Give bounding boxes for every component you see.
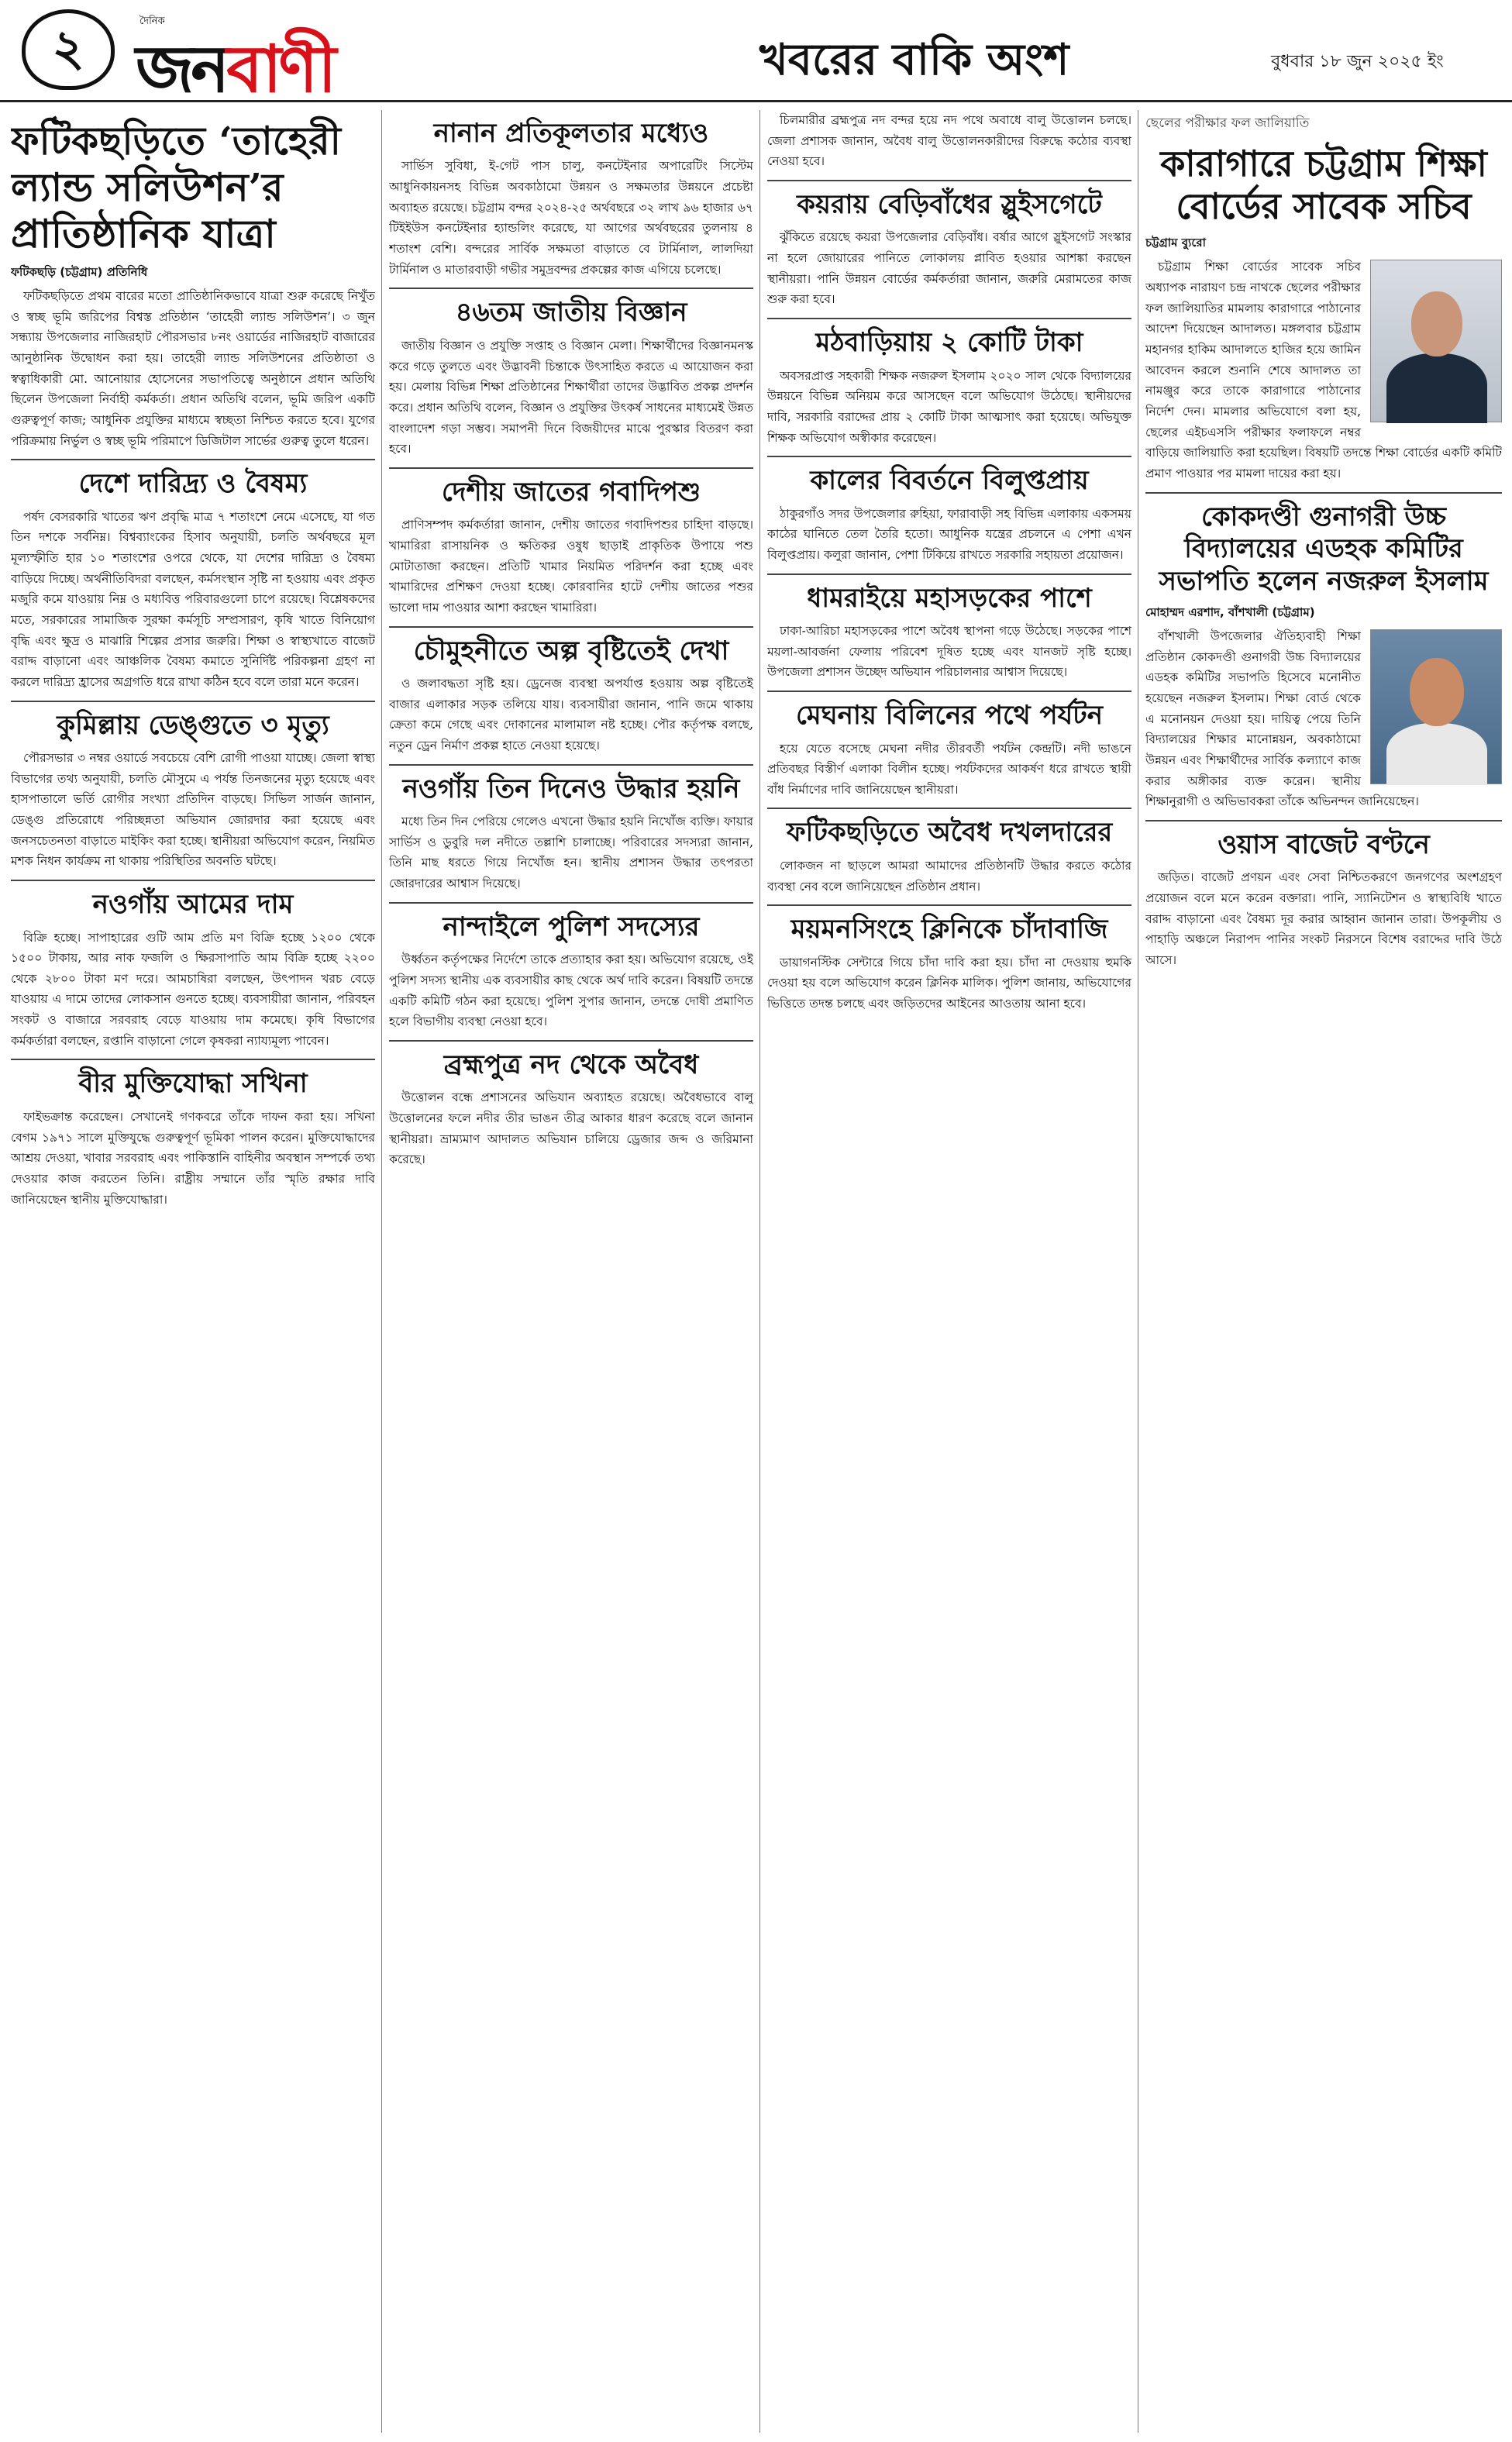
article-body (767, 621, 1131, 683)
divider (767, 904, 1131, 906)
divider (389, 467, 753, 469)
paragraph: জড়িত। বাজেট প্রণয়ন এবং সেবা নিশ্চিতকরণে জনগণের অংশগ্রহণ প্রয়োজন বলে মনে করেন বক্তারা। পানি, স্যানিটেশন ও স্বাস্থ্যবিধি খাতে বরাদ্দ বাড়ানো এবং বৈষম্য দূর করার আহ্বান জানান তারা। উপকূলীয় ও পাহাড়ি অঞ্চলে নিরাপদ পানির সংকট নিরসনে বিশেষ বরাদ্দের দাবি উঠে আসে। (1145, 870, 1502, 967)
headline-mathbaria: মঠবাড়িয়ায় ২ কোটি টাকা (815, 327, 1083, 359)
divider (389, 764, 753, 766)
article-body (767, 227, 1131, 310)
portrait-photo (1370, 629, 1502, 784)
article-body (767, 110, 1131, 172)
headline-dengue: কুমিল্লায় ডেঙ্গুতে ৩ মৃত্যু (57, 709, 329, 741)
publication-date: বুধবার ১৮ জুন ২০২৫ ইং (1271, 52, 1444, 71)
divider (1145, 820, 1502, 821)
article-body (389, 949, 753, 1032)
divider (389, 1040, 753, 1042)
paragraph: লোকজন না ছাড়লে আমরা আমাদের প্রতিষ্ঠানটি উদ্ধার করতে কঠোর ব্যবস্থা নেব বলে জানিয়েছেন প্রতিষ্ঠান প্রধান। (767, 858, 1131, 894)
paragraph: ও জলাবদ্ধতা সৃষ্টি হয়। ড্রেনেজ ব্যবস্থা অপর্যাপ্ত হওয়ায় অল্প বৃষ্টিতেই বাজার এলাকার সড়ক তলিয়ে যায়। ব্যবসায়ীরা জানান, পানি জমে থাকায় ক্রেতা কমে গেছে এবং দোকানের মালামাল নষ্ট হচ্ছে। পৌর কর্তৃপক্ষ বলছে, নতুন ড্রেন নির্মাণ প্রকল্প হাতে নেওয়া হয়েছে। (389, 677, 753, 753)
paragraph: জাতীয় বিজ্ঞান ও প্রযুক্তি সপ্তাহ ও বিজ্ঞান মেলা। শিক্ষার্থীদের বিজ্ঞানমনস্ক করে গড়ে তুলতে এবং উদ্ভাবনী চিন্তাকে উৎসাহিত করতে এ আয়োজন করা হয়। মেলায় বিভিন্ন শিক্ষা প্রতিষ্ঠানের শিক্ষার্থীরা তাদের উদ্ভাবিত প্রকল্প প্রদর্শন করে। প্রধান অতিথি বলেন, বিজ্ঞান ও প্রযুক্তির উৎকর্ষ সাধনের মাধ্যমেই উন্নত বাংলাদেশ গড়া সম্ভব। সমাপনী দিনে বিজয়ীদের মাঝে পুরস্কার বিতরণ করা হবে। (389, 338, 753, 456)
article-body (389, 336, 753, 460)
paragraph: ঢাকা-আরিচা মহাসড়কের পাশে অবৈধ স্থাপনা গড়ে উঠেছে। সড়কের পাশে ময়লা-আবর্জনা ফেলায় পরিবেশ দূষিত হচ্ছে এবং যানজট সৃষ্টি হচ্ছে। উপজেলা প্রশাসন উচ্ছেদ অভিযান পরিচালনার আশ্বাস দিয়েছে। (767, 624, 1131, 680)
headline-education-secretary: কারাগারে চট্টগ্রাম শিক্ষা বোর্ডের সাবেক সচিব (1160, 143, 1487, 228)
article-body (11, 928, 375, 1052)
reporter-line: মোহাম্মদ এরশাদ, বাঁশখালী (চট্টগ্রাম) (1145, 605, 1315, 619)
paragraph: চট্টগ্রাম শিক্ষা বোর্ডের সাবেক সচিব অধ্যাপক নারায়ণ চন্দ্র নাথকে ছেলের পরীক্ষার ফল জালিয়াতির মামলায় কারাগারে পাঠানোর আদেশ দিয়েছেন আদালত। মঙ্গলবার চট্টগ্রাম মহানগর হাকিম আদালতে হাজির হয়ে জামিন আবেদন করলে শুনানি শেষে আদালত তা নামঞ্জুর করে তাকে কারাগারে পাঠানোর নির্দেশ দেন। মামলার অভিযোগে বলা হয়, ছেলের এইচএসসি পরীক্ষার ফলাফলে নম্বর বাড়িয়ে জালিয়াতি করা হয়েছিল। বিষয়টি তদন্তে শিক্ষা বোর্ডের একটি কমিটি প্রমাণ পাওয়ার পর মামলা দায়ের করা হয়। (1145, 260, 1502, 480)
face-shape (1411, 291, 1462, 356)
suit-shape (1386, 353, 1487, 423)
paragraph: পর্ষদ বেসরকারি খাতের ঋণ প্রবৃদ্ধি মাত্র ৭ শতাংশে নেমে এসেছে, যা গত তিন দশকে সর্বনিম্ন। বিশ্বব্যাংকের হিসাব অনুযায়ী, চলতি অর্থবছরে মূল মূল্যস্ফীতি হার ১০ শতাংশের ওপরে থেকে, যা দেশের দারিদ্র্য ও বৈষম্য বাড়িয়ে দিচ্ছে। অর্থনীতিবিদরা বলছেন, কর্মসংস্থান সৃষ্টি না হওয়ায় এবং প্রকৃত মজুরি কমে যাওয়ায় নিম্ন ও মধ্যবিত্ত পরিবারগুলো চাপে রয়েছে। বিশ্লেষকদের মতে, সরকারের সামাজিক সুরক্ষা কর্মসূচি সম্প্রসারণ, কৃষি খাতে বিনিয়োগ বৃদ্ধি এবং ক্ষুদ্র ও মাঝারি শিল্পের প্রসার জরুরি। শিক্ষা ও স্বাস্থ্যখাতে বাজেট বরাদ্দ বাড়ানো এবং আঞ্চলিক বৈষম্য কমাতে সুনির্দিষ্ট পরিকল্পনা গ্রহণ না করলে দারিদ্র্য হ্রাসের অগ্রগতি ধরে রাখা কঠিন হবে বলে তারা মনে করেন। (11, 509, 375, 689)
headline-freedom-fighter: বীর মুক্তিযোদ্ধা সখিনা (78, 1068, 308, 1100)
column-4 (1145, 110, 1502, 2433)
headline-koyra: কয়রায় বেড়িবাঁধের স্লুইসগেটে (797, 188, 1102, 220)
article-body (11, 748, 375, 872)
divider (767, 456, 1131, 457)
article-body (767, 739, 1131, 801)
paragraph: উর্ধ্বতন কর্তৃপক্ষের নির্দেশে তাকে প্রত্যাহার করা হয়। অভিযোগ রয়েছে, ওই পুলিশ সদস্য স্থানীয় এক ব্যবসায়ীর কাছ থেকে অর্থ দাবি করেন। বিষয়টি তদন্তে একটি কমিটি গঠন করা হয়েছে। পুলিশ সুপার জানান, তদন্তে দোষী প্রমাণিত হলে বিভাগীয় ব্যবস্থা নেওয়া হবে। (389, 952, 753, 1029)
divider (767, 691, 1131, 692)
page-number: ২ (22, 9, 115, 90)
article-body (11, 286, 375, 451)
face-shape (1410, 658, 1464, 726)
headline-nandail-police: নান্দাইলে পুলিশ সদস্যের (443, 911, 700, 942)
divider (1145, 492, 1502, 494)
paragraph: ফটিকছড়িতে প্রথম বারের মতো প্রাতিষ্ঠানিকভাবে যাত্রা শুরু করেছে নিখুঁত ও স্বচ্ছ ভূমি জরিপের বিশ্বস্ত প্রতিষ্ঠান ‘তাহেরী ল্যান্ড সলিউশন’। ৩ জুন সন্ধ্যায় উপজেলার নাজিরহাট পৌরসভার ৮নং ওয়ার্ডের নাজিরহাট বাজারের আনুষ্ঠানিক উদ্বোধন করা হয়। তাহেরী ল্যান্ড সলিউশনের প্রতিষ্ঠাতা ও স্বত্বাধিকারী মো. আনোয়ার হোসেনের সভাপতিত্বে অনুষ্ঠানে প্রধান অতিথি ছিলেন উপজেলা নির্বাহী কর্মকর্তা। প্রধান অতিথি বলেন, ভূমি জরিপ একটি গুরুত্বপূর্ণ কাজ; আধুনিক প্রযুক্তির মাধ্যমে স্বচ্ছতা নিশ্চিত করতে হবে। যুগের পরিক্রমায় নির্ভুল ও স্বচ্ছ ভূমি পরিমাপে ডিজিটাল সার্ভের গুরুত্ব তুলে ধরেন। (11, 289, 375, 448)
divider (389, 626, 753, 628)
column-1 (11, 110, 375, 2433)
paragraph: বাঁশখালী উপজেলার ঐতিহ্যবাহী শিক্ষা প্রতিষ্ঠান কোকদণ্ডী গুনাগরী উচ্চ বিদ্যালয়ের এডহক কমিটির সভাপতি হিসেবে মনোনীত হয়েছেন নজরুল ইসলাম। শিক্ষা বোর্ড থেকে এ মনোনয়ন দেওয়া হয়। দায়িত্ব পেয়ে তিনি বিদ্যালয়ের শিক্ষার মানোন্নয়ন, অবকাঠামো উন্নয়ন এবং শিক্ষার্থীদের সার্বিক কল্যাণে কাজ করার অঙ্গীকার ব্যক্ত করেন। স্থানীয় শিক্ষানুরাগী ও অভিভাবকরা তাঁকে অভিনন্দন জানিয়েছেন। (1145, 629, 1419, 809)
logo-part-b: বাণী (226, 30, 334, 107)
article-body (767, 856, 1131, 897)
headline-brahmaputra: ব্রহ্মপুত্র নদ থেকে অবৈধ (443, 1049, 699, 1080)
headline-cattle: দেশীয় জাতের গবাদিপশু (441, 476, 701, 508)
paragraph: উত্তোলন বন্ধে প্রশাসনের অভিযান অব্যাহত রয়েছে। অবৈধভাবে বালু উত্তোলনের ফলে নদীর তীর ভাঙন তীব্র আকার ধারণ করেছে বলে জানান স্থানীয়রা। ভ্রাম্যমাণ আদালত অভিযান চালিয়ে ড্রেজার জব্দ ও জরিমানা করেছে। (389, 1090, 753, 1167)
headline-port: নানান প্রতিকূলতার মধ্যেও (433, 118, 709, 149)
column-rule (759, 110, 760, 2433)
divider (389, 902, 753, 904)
headline-meghna: মেঘনায় বিলিনের পথে পর্যটন (796, 700, 1103, 732)
logo-part-a: জন (136, 30, 227, 107)
paragraph: মধ্যে তিন দিন পেরিয়ে গেলেও এখনো উদ্ধার হয়নি নিখোঁজ ব্যক্তি। ফায়ার সার্ভিস ও ডুবুরি দল নদীতে তল্লাশি চালাচ্ছে। পরিবারের সদস্যরা জানান, তিনি মাছ ধরতে গিয়ে নিখোঁজ হন। স্থানীয় প্রশাসন উদ্ধার তৎপরতা জোরদারের আশ্বাস দিয়েছে। (389, 815, 753, 891)
headline-extinct: কালের বিবর্তনে বিলুপ্তপ্রায় (810, 465, 1089, 497)
paragraph: হয়ে যেতে বসেছে মেঘনা নদীর তীরবর্তী পর্যটন কেন্দ্রটি। নদী ভাঙনে প্রতিবছর বিস্তীর্ণ এলাকা বিলীন হচ্ছে। পর্যটকদের আকর্ষণ ধরে রাখতে স্থায়ী বাঁধ নির্মাণের দাবি জানিয়েছেন স্থানীয়রা। (767, 741, 1131, 797)
article-body (767, 504, 1131, 566)
shirt-shape (1386, 723, 1487, 785)
column-2 (389, 110, 753, 2433)
divider (11, 459, 375, 460)
portrait-photo (1370, 260, 1502, 422)
masthead (0, 0, 1512, 107)
paragraph: পৌরসভার ৩ নম্বর ওয়ার্ডে সবচেয়ে বেশি রোগী পাওয়া যাচ্ছে। জেলা স্বাস্থ্য বিভাগের তথ্য অনুযায়ী, চলতি মৌসুমে এ পর্যন্ত তিনজনের মৃত্যু হয়েছে এবং হাসপাতালে ভর্তি রোগীর সংখ্যা প্রতিদিন বাড়ছে। সিভিল সার্জন জানান, ডেঙ্গু প্রতিরোধে পরিচ্ছন্নতা অভিযান জোরদার করা হয়েছে এবং জনসচেতনতা বাড়াতে মাইকিং করা হচ্ছে। স্থানীয়রা অভিযোগ করেন, নিয়মিত মশক নিধন কার্যক্রম না থাকায় পরিস্থিতির অবনতি ঘটছে। (11, 751, 375, 869)
headline-mymensingh: ময়মনসিংহে ক্লিনিকে চাঁদাবাজি (790, 914, 1108, 945)
headline-mango: নওগাঁয় আমের দাম (92, 889, 294, 921)
headline-science: ৪৬তম জাতীয় বিজ্ঞান (455, 297, 687, 329)
headline-dhamrai: ধামরাইয়ে মহাসড়কের পাশে (807, 582, 1092, 614)
headline-chowmuhani: চৌমুহনীতে অল্প বৃষ্টিতেই দেখা (413, 635, 729, 666)
paragraph: বিক্রি হচ্ছে। সাপাহারের গুটি আম প্রতি মণ বিক্রি হচ্ছে ১২০০ থেকে ১৫০০ টাকায়, আর নাক ফজলি ও ক্ষিরসাপাতি আম বিক্রি হচ্ছে ২২০০ থেকে ২৮০০ টাকা মণ দরে। আমচাষিরা বলছেন, উৎপাদন খরচ বেড়ে যাওয়ায় এ দামে তাদের লোকসান গুনতে হচ্ছে। ব্যবসায়ীরা জানান, পরিবহন সংকট ও বাজারে সরবরাহ বেড়ে যাওয়ায় দাম কমেছে। কৃষি বিভাগের কর্মকর্তারা বলছেন, রপ্তানি বাড়ানো গেলে কৃষকরা ন্যায্যমূল্য পাবেন। (11, 930, 375, 1048)
headline-naogaon-rescue: নওগাঁয় তিন দিনেও উদ্ধার হয়নি (402, 773, 740, 804)
article-body (767, 952, 1131, 1014)
paragraph: অবসরপ্রাপ্ত সহকারী শিক্ষক নজরুল ইসলাম ২০২০ সাল থেকে বিদ্যালয়ের উন্নয়নে বিভিন্ন অনিয়ম করে আসছেন বলে অভিযোগ উঠেছে। স্থানীয়দের দাবি, সরকারি বরাদ্দের প্রায় ২ কোটি টাকা আত্মসাৎ করা হয়েছে। অভিযুক্ত শিক্ষক অভিযোগ অস্বীকার করেছেন। (767, 368, 1131, 445)
divider (11, 1059, 375, 1060)
divider (767, 808, 1131, 809)
headline-taheri-land: ফটিকছড়িতে ‘তাহেরী ল্যান্ড সলিউশন’র প্রাতিষ্ঠানিক যাত্রা (11, 118, 341, 257)
headline-wash-budget: ওয়াস বাজেট বণ্টনে (1218, 828, 1430, 860)
paragraph: ডায়াগনস্টিক সেন্টারে গিয়ে চাঁদা দাবি করা হয়। চাঁদা না দেওয়ায় হুমকি দেওয়া হয় বলে অভিযোগ করেন ক্লিনিক মালিক। পুলিশ জানায়, অভিযোগের ভিত্তিতে তদন্ত চলছে এবং জড়িতদের আইনের আওতায় আনা হবে। (767, 955, 1131, 1011)
divider (389, 288, 753, 289)
column-rule (381, 110, 382, 2433)
article-body (11, 1107, 375, 1210)
article-body (767, 366, 1131, 449)
reporter-line: ফটিকছড়ি (চট্টগ্রাম) প্রতিনিধি (11, 265, 148, 279)
paragraph: ঝুঁকিতে রয়েছে কয়রা উপজেলার বেড়িবাঁধ। বর্ষার আগে স্লুইসগেট সংস্কার না হলে জোয়ারের পানিতে লোকালয় প্লাবিত হওয়ার আশঙ্কা করছেন স্থানীয়রা। পানি উন্নয়ন বোর্ডের কর্মকর্তারা জানান, জরুরি মেরামতের কাজ শুরু করা হবে। (767, 230, 1131, 307)
headline-school-committee: কোকদণ্ডী গুনাগরী উচ্চ বিদ্যালয়ের এডহক কমিটির সভাপতি হলেন নজরুল ইসলাম (1159, 501, 1489, 597)
paragraph: চিলমারীর ব্রহ্মপুত্র নদ বন্দর হয়ে নদ পথে অবাধে বালু উত্তোলন চলছে। জেলা প্রশাসক জানান, অবৈধ বালু উত্তোলনকারীদের বিরুদ্ধে কঠোর ব্যবস্থা নেওয়া হবে। (767, 113, 1131, 169)
article-body (11, 507, 375, 693)
article-body (389, 156, 753, 280)
divider (11, 880, 375, 881)
paragraph: সার্ভিস সুবিধা, ই-গেট পাস চালু, কনটেইনার অপারেটিং সিস্টেম আধুনিকায়নসহ বিভিন্ন অবকাঠামো উন্নয়ন ও সক্ষমতার উন্নয়নে প্রচেষ্টা অব্যাহত রয়েছে। চট্টগ্রাম বন্দর ২০২৪-২৫ অর্থবছরে ৩২ লাখ ৯৬ হাজার ৬৭ টিইইউস কনটেইনার হ্যান্ডলিং করেছে, যা আগের অর্থবছরের তুলনায় ৪ শতাংশ বেশি। বন্দরের সার্বিক সক্ষমতা বাড়াতে বে টার্মিনাল, লালদিয়া টার্মিনাল ও মাতারবাড়ী গভীর সমুদ্রবন্দর প্রকল্পের কাজ এগিয়ে চলেছে। (389, 159, 753, 277)
kicker: ছেলের পরীক্ষার ফল জালিয়াতি (1145, 115, 1310, 131)
divider (767, 318, 1131, 319)
article-body (389, 673, 753, 756)
paragraph: প্রাণিসম্পদ কর্মকর্তারা জানান, দেশীয় জাতের গবাদিপশুর চাহিদা বাড়ছে। খামারিরা রাসায়নিক ও ক্ষতিকর ওষুধ ছাড়াই প্রাকৃতিক উপায়ে পশু মোটাতাজা করছেন। প্রতিটি খামার নিয়মিত পরিদর্শন করা হচ্ছে এবং খামারিদের প্রশিক্ষণ দেওয়া হচ্ছে। কোরবানির হাটে দেশীয় জাতের পশুর ভালো দাম পাওয়ার আশা করছেন খামারিরা। (389, 518, 753, 615)
divider (767, 180, 1131, 181)
article-body (389, 811, 753, 894)
divider (767, 573, 1131, 575)
article-body (389, 1087, 753, 1170)
section-title: খবরের বাকি অংশ (759, 34, 1069, 85)
article-body (389, 515, 753, 618)
column-3 (767, 110, 1131, 2433)
headline-fatikchhari-grabber: ফটিকছড়িতে অবৈধ দখলদারের (786, 817, 1113, 849)
logo-tagline: দৈনিক (139, 15, 165, 27)
article-body (1145, 867, 1502, 970)
paragraph: ফাইভক্রান্ত করেছেন। সেখানেই গণকবরে তাঁকে দাফন করা হয়। সখিনা বেগম ১৯৭১ সালে মুক্তিযুদ্ধে গুরুত্বপূর্ণ ভূমিকা পালন করেন। মুক্তিযোদ্ধাদের আশ্রয় দেওয়া, খাবার সরবরাহ এবং পাকিস্তানি বাহিনীর অবস্থান সম্পর্কে তথ্য দেওয়ার কাজ করতেন তিনি। রাষ্ট্রীয় সম্মানে তাঁর স্মৃতি রক্ষার দাবি জানিয়েছেন স্থানীয় মুক্তিযোদ্ধারা। (11, 1109, 375, 1207)
reporter-line: চট্টগ্রাম ব্যুরো (1145, 236, 1207, 250)
headline-poverty: দেশে দারিদ্র্য ও বৈষম্য (78, 468, 308, 500)
paragraph: ঠাকুরগাঁও সদর উপজেলার রুহিয়া, ফারাবাড়ী সহ বিভিন্ন এলাকায় একসময় কাঠের ঘানিতে তেল তৈরি হতো। আধুনিক যন্ত্রের প্রচলনে এ পেশা এখন বিলুপ্তপ্রায়। কলুরা জানান, পেশা টিকিয়ে রাখতে সরকারি সহায়তা প্রয়োজন। (767, 506, 1131, 562)
divider (11, 701, 375, 702)
